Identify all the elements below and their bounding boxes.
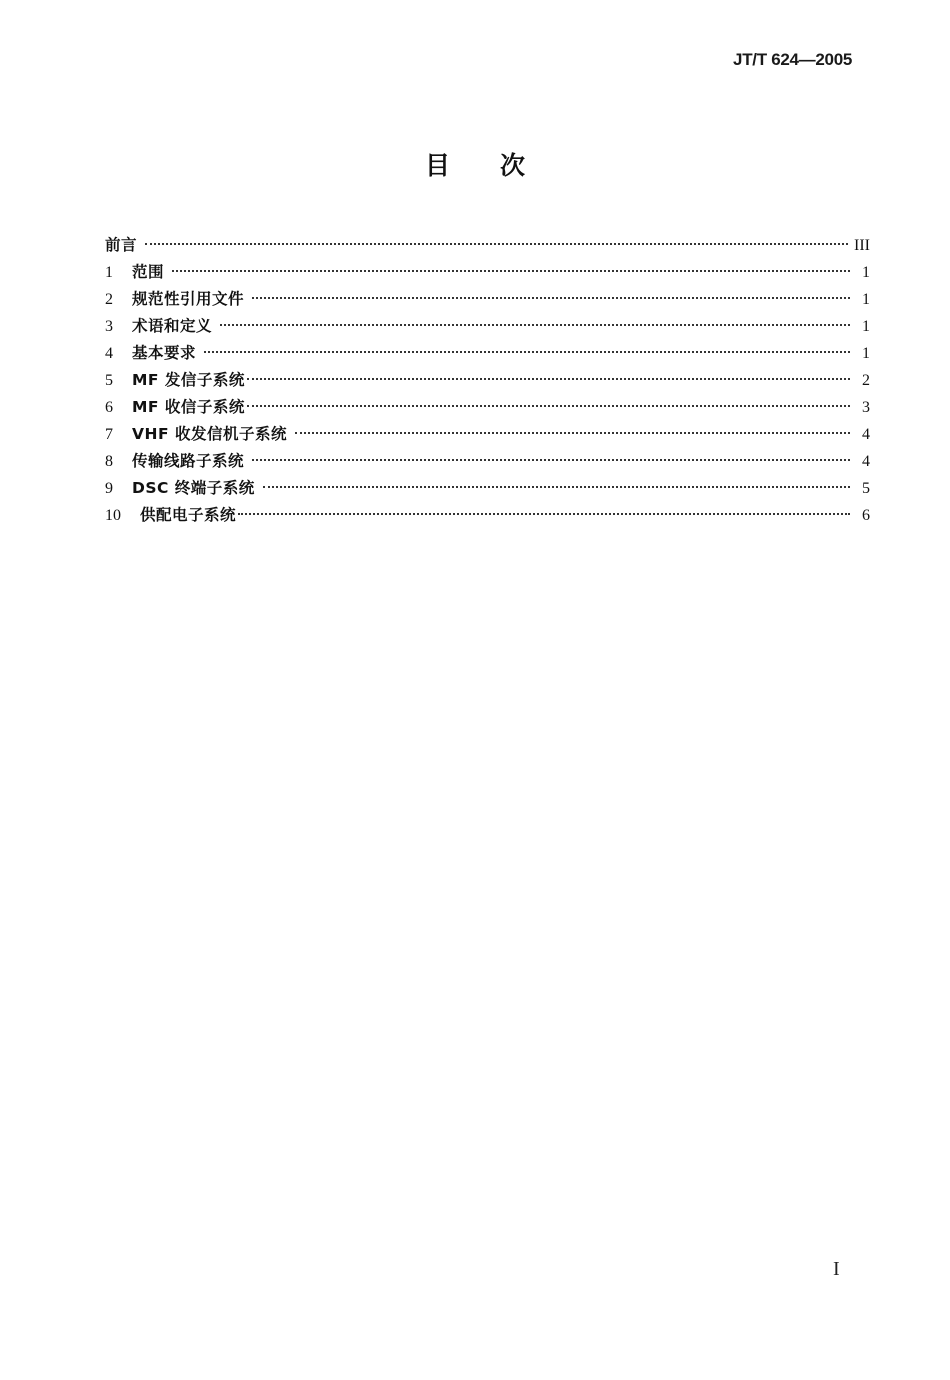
toc-leader-dots <box>252 459 850 461</box>
toc-entry-number: 6 <box>105 399 113 416</box>
document-code: JT/T 624—2005 <box>733 50 852 69</box>
toc-entry-1[interactable] <box>105 259 870 286</box>
page-number: I <box>833 1258 840 1280</box>
toc-entry-label: 供配电子系统 <box>140 506 237 524</box>
title-char-2: 次 <box>500 151 526 180</box>
toc-entry-6[interactable] <box>105 394 870 421</box>
toc-entry-page: 1 <box>862 291 870 308</box>
toc-leader-dots <box>238 513 850 515</box>
toc-entry-label: MF 收信子系统 <box>132 398 245 416</box>
toc-entry-page: 3 <box>862 399 870 416</box>
title-char-1: 目 <box>424 151 450 180</box>
toc-entry-page: 4 <box>862 426 870 443</box>
toc-leader-dots <box>220 324 850 326</box>
toc-entry-5[interactable] <box>105 367 870 394</box>
page-title <box>0 146 950 182</box>
toc-leader-dots <box>295 432 850 434</box>
toc-entry-label: 传输线路子系统 <box>132 452 245 470</box>
toc-entry-number: 4 <box>105 345 113 362</box>
toc-entry-number: 3 <box>105 318 113 335</box>
toc-entry-number: 2 <box>105 291 113 308</box>
toc-entry-label: 规范性引用文件 <box>132 290 245 308</box>
toc-leader-dots <box>204 351 850 353</box>
toc-leader-dots <box>172 270 850 272</box>
toc-entry-page: 4 <box>862 453 870 470</box>
toc-entry-label: 术语和定义 <box>132 317 213 335</box>
toc-entry-number: 10 <box>105 507 121 524</box>
toc-entry-10[interactable] <box>105 502 870 529</box>
toc-leader-dots <box>263 486 850 488</box>
toc-entry-label: 前言 <box>105 236 138 254</box>
toc-entry-page: III <box>854 237 870 254</box>
toc-entry-number: 7 <box>105 426 113 443</box>
toc-entry-page: 1 <box>862 345 870 362</box>
toc-entry-page: 6 <box>862 507 870 524</box>
toc-entry-3[interactable] <box>105 313 870 340</box>
toc-entry-2[interactable] <box>105 286 870 313</box>
toc-entry-7[interactable] <box>105 421 870 448</box>
toc-entry-label: MF 发信子系统 <box>132 371 245 389</box>
toc-leader-dots <box>145 243 848 245</box>
table-of-contents <box>105 232 870 529</box>
toc-leader-dots <box>247 378 850 380</box>
toc-entry-4[interactable] <box>105 340 870 367</box>
toc-entry-foreword[interactable] <box>105 232 870 259</box>
toc-leader-dots <box>252 297 850 299</box>
toc-entry-label: 基本要求 <box>132 344 197 362</box>
toc-entry-8[interactable] <box>105 448 870 475</box>
toc-entry-label: 范围 <box>132 263 165 281</box>
toc-entry-number: 5 <box>105 372 113 389</box>
toc-entry-number: 9 <box>105 480 113 497</box>
toc-entry-number: 8 <box>105 453 113 470</box>
toc-entry-number: 1 <box>105 264 113 281</box>
toc-entry-label: VHF 收发信机子系统 <box>132 425 287 443</box>
toc-entry-page: 1 <box>862 264 870 281</box>
toc-entry-page: 5 <box>862 480 870 497</box>
toc-entry-page: 2 <box>862 372 870 389</box>
toc-entry-page: 1 <box>862 318 870 335</box>
toc-entry-9[interactable] <box>105 475 870 502</box>
toc-entry-label: DSC 终端子系统 <box>132 479 255 497</box>
toc-leader-dots <box>247 405 850 407</box>
